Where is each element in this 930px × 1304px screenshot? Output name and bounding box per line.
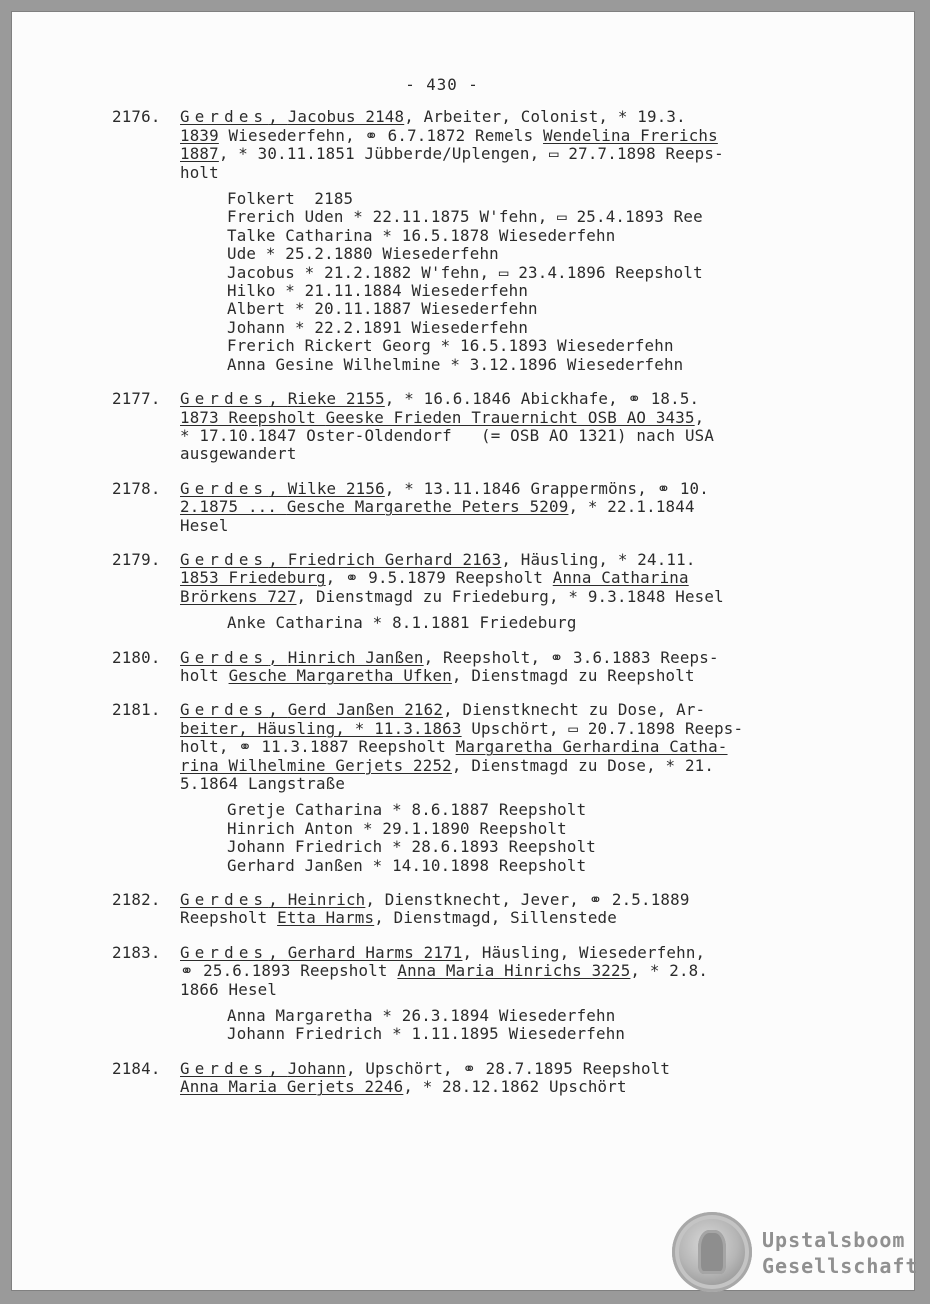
entry-text-segment: 1839 xyxy=(180,125,219,145)
watermark-text xyxy=(762,1227,919,1279)
entry-text-segment: , Dienstmagd zu Dose, * 21. xyxy=(451,755,715,775)
entry-text-segment: 2.1875 ... xyxy=(180,497,287,517)
entry-number: 2183. xyxy=(112,942,161,962)
entry-text xyxy=(180,649,812,686)
child-item: Talke Catharina * 16.5.1878 Wiesederfehn xyxy=(227,225,616,245)
entry-line xyxy=(180,445,812,463)
entry-text-segment: , Dienstmagd zu Friedeburg, * 9.3.1848 Hesel xyxy=(296,586,724,606)
child-item: Johann Friedrich * 28.6.1893 Reepsholt xyxy=(227,837,596,857)
entry-line xyxy=(180,701,812,719)
entry-text-segment: holt, ⚭ 11.3.1887 Reepsholt xyxy=(180,737,456,757)
watermark-line-1: Upstalsboom xyxy=(762,1228,906,1252)
entry-head xyxy=(112,891,812,928)
entry-line xyxy=(180,164,812,182)
entry-number: 2176. xyxy=(112,107,161,127)
entry-number: 2179. xyxy=(112,549,161,569)
entry-text-segment: , * 16.6.1846 Abickhafe, ⚭ 18.5. xyxy=(384,389,700,409)
child-item: Anna Margaretha * 26.3.1894 Wiesederfehn xyxy=(227,1006,616,1026)
entry-text-segment: Etta Harms xyxy=(277,908,375,928)
entry-text-segment: , * 2.8. xyxy=(630,961,709,981)
entry-line xyxy=(180,1060,812,1078)
surname: Gerdes xyxy=(180,942,269,962)
child-item: Albert * 20.11.1887 Wiesederfehn xyxy=(227,299,538,319)
child-item: Hinrich Anton * 29.1.1890 Reepsholt xyxy=(227,818,567,838)
entry-text-segment: beiter, Häusling, * 11.3.1863 xyxy=(180,718,462,738)
child-item: Ude * 25.2.1880 Wiesederfehn xyxy=(227,244,499,264)
entry-text-segment: Margaretha Gerhardina Catha- xyxy=(455,737,728,757)
entry-text-segment: , xyxy=(268,1058,288,1078)
entry-text-segment: Brörkens 727 xyxy=(180,586,297,606)
entry-line xyxy=(180,127,812,145)
entry-text xyxy=(180,108,812,182)
surname: Gerdes xyxy=(180,1058,269,1078)
entry-head xyxy=(112,480,812,535)
entry-line xyxy=(180,498,812,516)
surname: Gerdes xyxy=(180,700,269,720)
entry-text xyxy=(180,390,812,464)
entry-text-segment: , Häusling, * 24.11. xyxy=(501,549,696,569)
entry-text-segment: , * 13.11.1846 Grappermöns, ⚭ 10. xyxy=(384,478,709,498)
child-item: Anke Catharina * 8.1.1881 Friedeburg xyxy=(227,613,577,633)
entry-text-segment: , Upschört, ⚭ 28.7.1895 Reepsholt xyxy=(345,1058,671,1078)
child-item: Gretje Catharina * 8.6.1887 Reepsholt xyxy=(227,800,587,820)
surname: Gerdes xyxy=(180,389,269,409)
page-number: - 430 - xyxy=(405,75,479,94)
entry-text-segment: 1887 xyxy=(180,144,219,164)
entry-text-segment: , xyxy=(268,549,288,569)
surname: Gerdes xyxy=(180,107,269,127)
entry-text-segment: * 17.10.1847 Oster-Oldendorf (= OSB AO 1321) nach USA xyxy=(180,425,715,445)
child-item: Frerich Uden * 22.11.1875 W'fehn, ▭ 25.4.1893 Ree xyxy=(227,207,703,227)
watermark-line-2: Gesellschaft xyxy=(762,1254,919,1278)
entry-text-segment: Gerhard Harms 2171 xyxy=(287,942,463,962)
entry-text-segment: 1866 Hesel xyxy=(180,979,278,999)
document-content xyxy=(112,76,812,1113)
entry-text-segment: , xyxy=(268,700,288,720)
entry-text-segment: ⚭ 25.6.1893 Reepsholt xyxy=(180,961,398,981)
entry-line xyxy=(180,517,812,535)
surname: Gerdes xyxy=(180,549,269,569)
entry-text-segment: 1873 Reepsholt xyxy=(180,407,326,427)
entry-list xyxy=(112,108,812,1096)
entry-text xyxy=(180,1060,812,1097)
entry-text-segment: , Reepsholt, ⚭ 3.6.1883 Reeps- xyxy=(423,647,719,667)
entry-line xyxy=(180,944,812,962)
entry-text-segment: Anna Maria Gerjets 2246 xyxy=(180,1077,404,1097)
entry-text-segment: Jacobus 2148 xyxy=(287,107,405,127)
entry-text-segment: , Dienstmagd, Sillenstede xyxy=(374,908,617,928)
entry-text-segment: Gerd Janßen 2162 xyxy=(287,700,444,720)
entry-text-segment: 5.1864 Langstraße xyxy=(180,774,346,793)
entry-line xyxy=(180,108,812,126)
entry-text xyxy=(180,701,812,793)
entry-line xyxy=(180,981,812,999)
children-list xyxy=(227,614,812,632)
entry-text-segment: Geeske Frieden Trauernicht OSB AO 3435 xyxy=(325,407,695,427)
genealogy-entry xyxy=(112,701,812,875)
entry-text-segment: , Dienstmagd zu Reepsholt xyxy=(451,665,695,685)
entry-line xyxy=(180,145,812,163)
entry-line xyxy=(180,409,812,427)
entry-line xyxy=(180,427,812,445)
entry-text xyxy=(180,944,812,999)
entry-number: 2181. xyxy=(112,700,161,720)
entry-head xyxy=(112,390,812,464)
child-item: Johann Friedrich * 1.11.1895 Wiesederfehn xyxy=(227,1024,626,1044)
entry-text-segment: , xyxy=(268,107,288,127)
entry-text-segment: , xyxy=(694,407,705,427)
entry-text-segment: Reepsholt xyxy=(180,908,278,928)
entry-line xyxy=(180,649,812,667)
entry-text-segment: Upschört, ▭ 20.7.1898 Reeps- xyxy=(461,718,744,738)
entry-text-segment: Anna Maria Hinrichs 3225 xyxy=(397,961,631,981)
entry-text-segment: Gesche Margarethe Peters 5209 xyxy=(286,497,569,517)
entry-head xyxy=(112,701,812,793)
entry-text xyxy=(180,891,812,928)
entry-text-segment: holt xyxy=(180,665,229,685)
entry-line xyxy=(180,891,812,909)
entry-number: 2177. xyxy=(112,389,161,409)
entry-text-segment: Gesche Margaretha Ufken xyxy=(228,665,452,685)
entry-text-segment: Rieke 2155 xyxy=(287,389,385,409)
document-page xyxy=(12,12,919,1290)
genealogy-entry xyxy=(112,891,812,928)
entry-line xyxy=(180,551,812,569)
entry-line xyxy=(180,909,812,927)
genealogy-entry xyxy=(112,108,812,374)
child-item: Jacobus * 21.2.1882 W'fehn, ▭ 23.4.1896 Reepsholt xyxy=(227,262,703,282)
genealogy-entry xyxy=(112,944,812,1044)
entry-number: 2180. xyxy=(112,647,161,667)
surname: Gerdes xyxy=(180,647,269,667)
genealogy-entry xyxy=(112,551,812,633)
entry-text-segment: , * 28.12.1862 Upschört xyxy=(403,1077,627,1097)
entry-line xyxy=(180,720,812,738)
child-item: Frerich Rickert Georg * 16.5.1893 Wiesederfehn xyxy=(227,336,674,356)
entry-text-segment: holt xyxy=(180,162,219,182)
entry-text-segment: , xyxy=(268,389,288,409)
entry-text-segment: , ⚭ 9.5.1879 Reepsholt xyxy=(325,568,553,588)
entry-text-segment: Anna Catharina xyxy=(552,568,689,588)
genealogy-entry xyxy=(112,480,812,535)
entry-head xyxy=(112,649,812,686)
entry-text-segment: , Arbeiter, Colonist, * 19.3. xyxy=(404,107,686,127)
entry-text-segment: Hinrich Janßen xyxy=(287,647,424,667)
entry-line xyxy=(180,390,812,408)
entry-text-segment: , Häusling, Wiesederfehn, xyxy=(462,942,706,962)
entry-text-segment: rina Wilhelmine Gerjets 2252 xyxy=(180,755,452,775)
entry-head xyxy=(112,108,812,182)
entry-number: 2182. xyxy=(112,890,161,910)
children-list xyxy=(227,190,812,374)
entry-line xyxy=(180,588,812,606)
entry-number: 2178. xyxy=(112,478,161,498)
entry-text-segment: Friedrich Gerhard 2163 xyxy=(287,549,502,569)
genealogy-entry xyxy=(112,649,812,686)
entry-text-segment: Wiesederfehn, ⚭ 6.7.1872 Remels xyxy=(218,125,544,145)
entry-line xyxy=(180,667,812,685)
entry-text-segment: , Dienstknecht, Jever, ⚭ 2.5.1889 xyxy=(365,890,690,910)
entry-head xyxy=(112,944,812,999)
entry-text-segment: , xyxy=(268,890,288,910)
children-list xyxy=(227,801,812,875)
entry-text-segment: ausgewandert xyxy=(180,444,297,464)
genealogy-entry xyxy=(112,1060,812,1097)
surname: Gerdes xyxy=(180,478,269,498)
surname: Gerdes xyxy=(180,890,269,910)
entry-line xyxy=(180,738,812,756)
children-list xyxy=(227,1007,812,1044)
entry-head xyxy=(112,551,812,606)
child-item: Johann * 22.2.1891 Wiesederfehn xyxy=(227,317,529,337)
entry-text-segment: Heinrich xyxy=(287,890,366,910)
entry-text-segment: Hesel xyxy=(180,515,229,535)
entry-line xyxy=(180,1078,812,1096)
entry-text-segment: , * 30.11.1851 Jübberde/Uplengen, ▭ 27.7.1898 Reeps- xyxy=(218,144,724,164)
entry-text-segment: Wilke 2156 xyxy=(287,478,385,498)
entry-text-segment: Wendelina Frerichs xyxy=(543,125,718,145)
child-item: Anna Gesine Wilhelmine * 3.12.1896 Wiesederfehn xyxy=(227,354,684,374)
entry-number: 2184. xyxy=(112,1058,161,1078)
entry-text-segment: , xyxy=(268,478,288,498)
child-item: Folkert 2185 xyxy=(227,189,354,209)
entry-text xyxy=(180,551,812,606)
genealogy-entry xyxy=(112,390,812,464)
entry-line xyxy=(180,480,812,498)
child-item: Gerhard Janßen * 14.10.1898 Reepsholt xyxy=(227,855,587,875)
entry-text-segment: , Dienstknecht zu Dose, Ar- xyxy=(443,700,706,720)
entry-text xyxy=(180,480,812,535)
entry-line xyxy=(180,569,812,587)
entry-line xyxy=(180,775,812,793)
child-item: Hilko * 21.11.1884 Wiesederfehn xyxy=(227,281,529,301)
entry-head xyxy=(112,1060,812,1097)
entry-text-segment: Johann xyxy=(287,1058,346,1078)
entry-text-segment: , xyxy=(268,942,288,962)
entry-line xyxy=(180,757,812,775)
entry-line xyxy=(180,962,812,980)
entry-text-segment: 1853 Friedeburg xyxy=(180,568,326,588)
entry-text-segment: , * 22.1.1844 xyxy=(568,497,695,517)
entry-text-segment: , xyxy=(268,647,288,667)
upstalsboom-seal-icon xyxy=(672,1212,752,1292)
